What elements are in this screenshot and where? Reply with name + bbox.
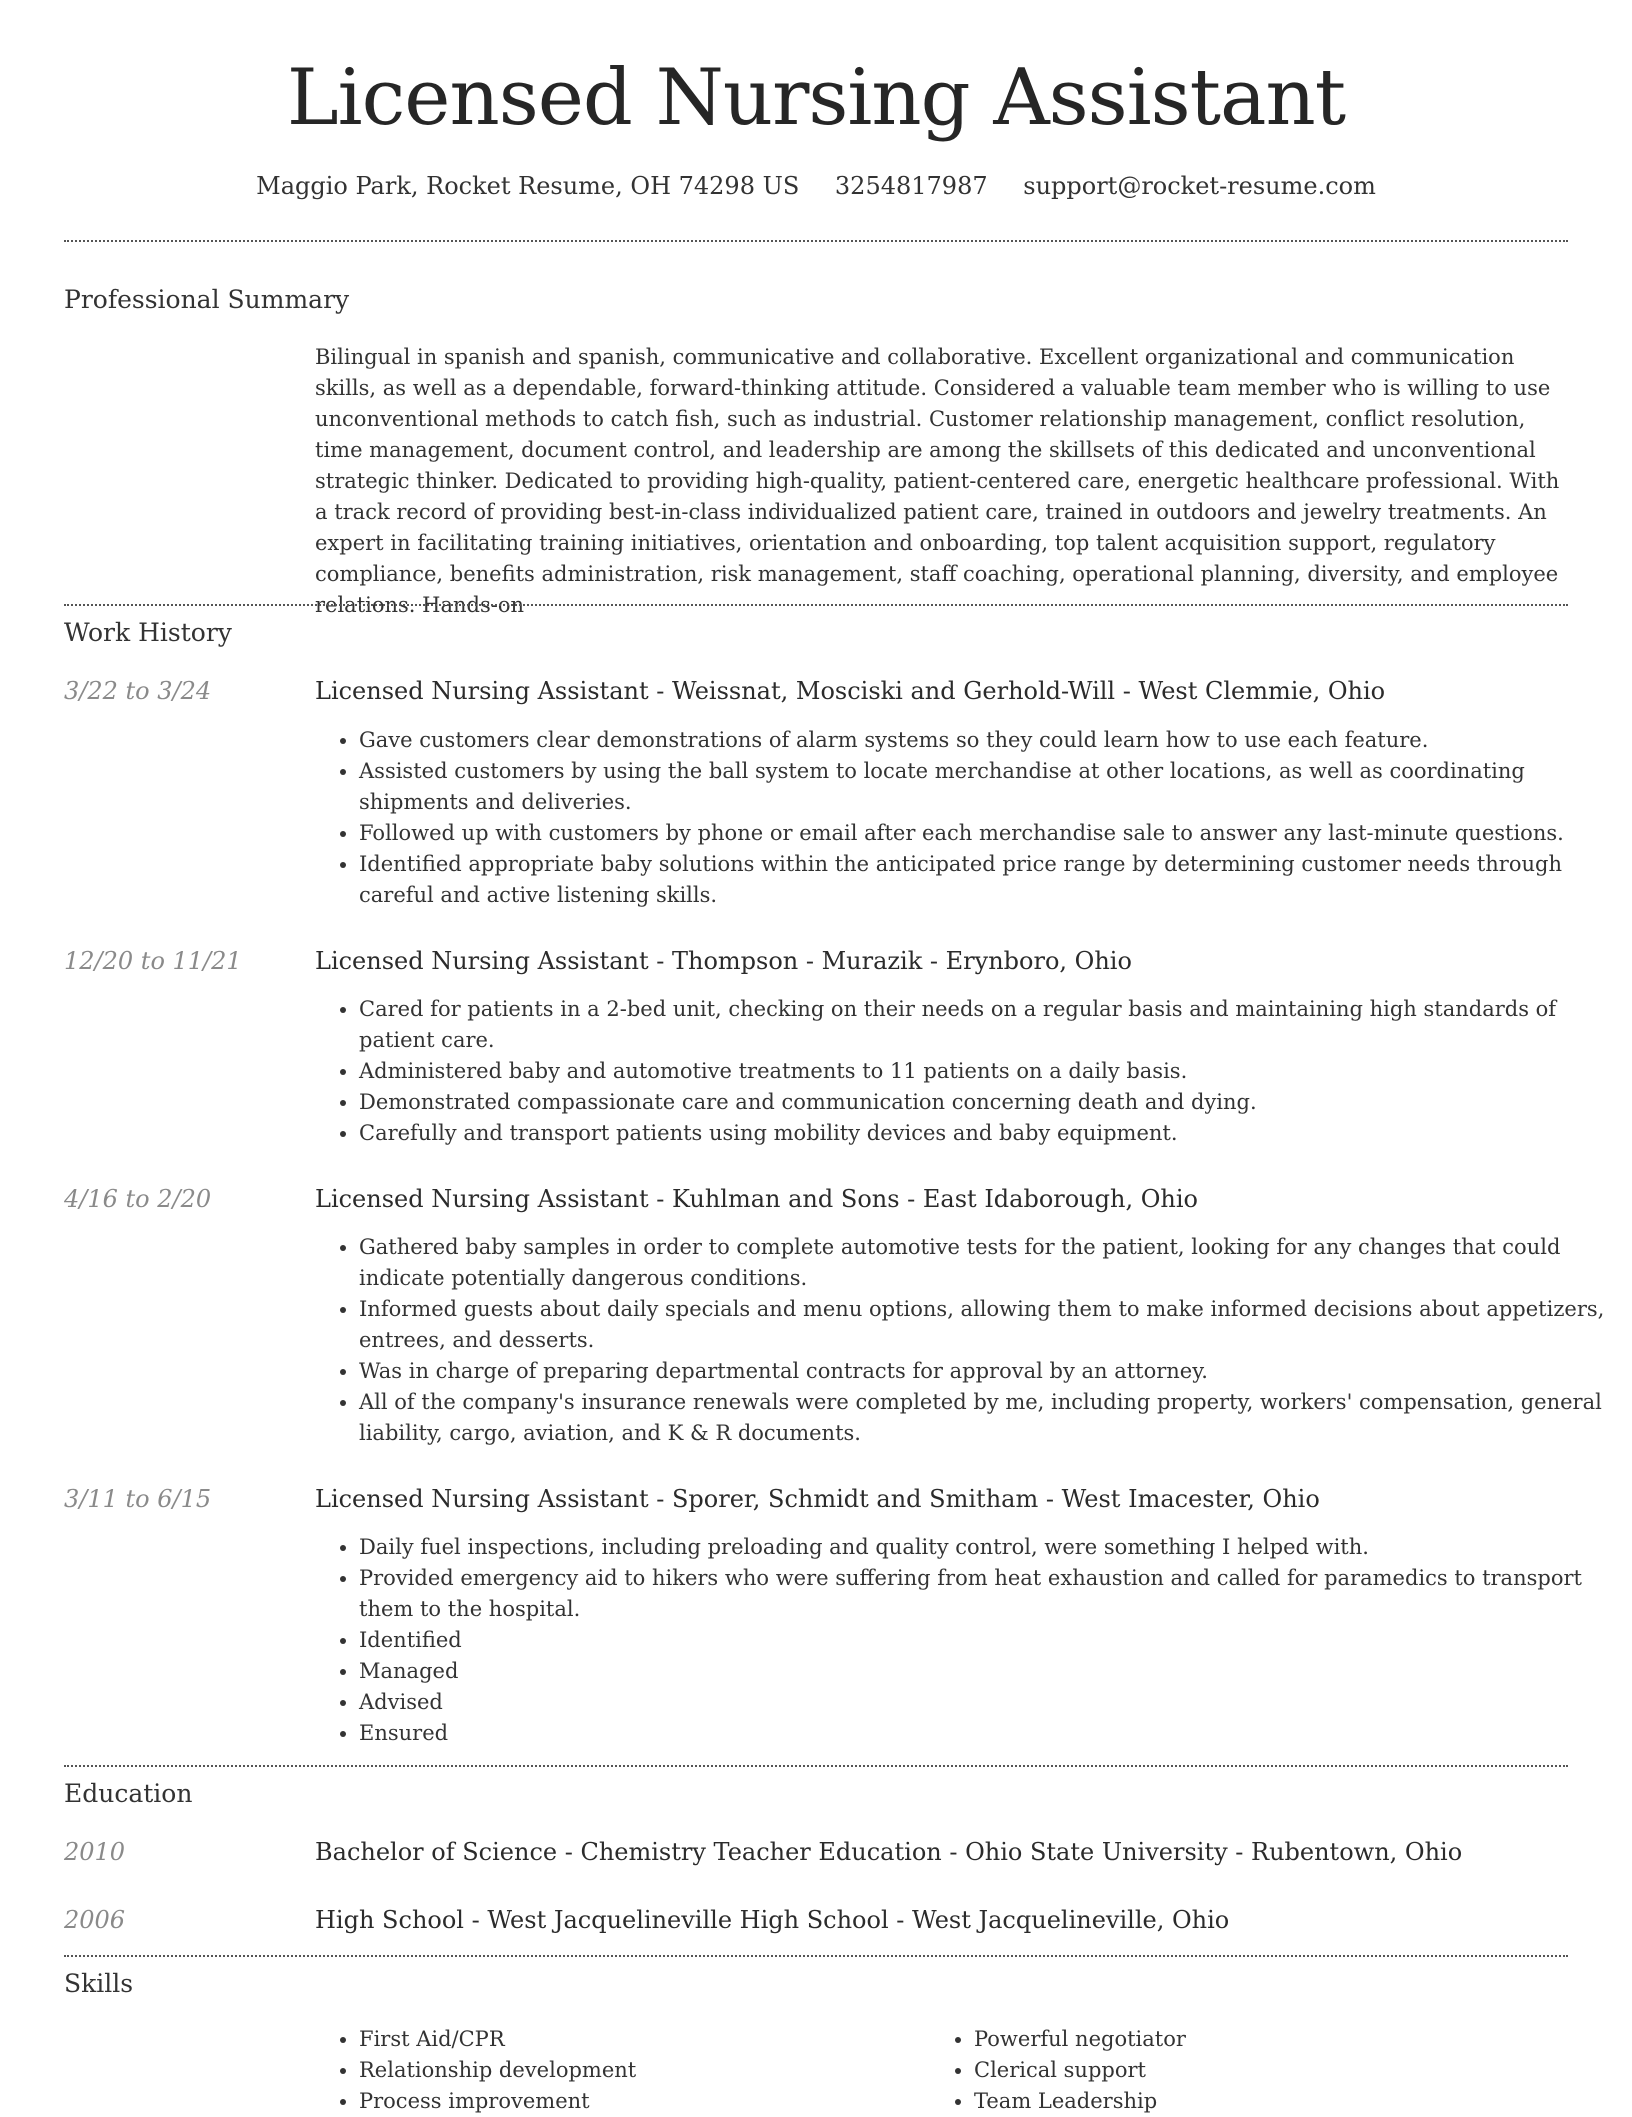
- contact-address: Maggio Park, Rocket Resume, OH 74298 US: [256, 172, 800, 200]
- skill-item: • Powerful negotiator: [974, 2024, 1564, 2055]
- job-bullet: • Followed up with customers by phone or email after each merchandise sale to answer any last-minute questions.: [359, 818, 1612, 849]
- skills-list-right: [930, 2024, 1564, 2117]
- education-entry: Bachelor of Science - Chemistry Teacher Education - Ohio State University - Rubentown, Ohio: [315, 1838, 1463, 1866]
- job-dates: 3/22 to 3/24: [64, 677, 212, 705]
- education-year: 2010: [64, 1838, 126, 1866]
- section-title-summary: Professional Summary: [64, 285, 350, 314]
- skills-list-left: [315, 2024, 949, 2117]
- summary-text: Bilingual in spanish and spanish, communicative and collaborative. Excellent organizational and communication skills, as well as a dependable, forward-thinking attitude. Considered a valuable team member who is willing to use unconventional methods to catch fish, such as industrial. Customer relationship management, conflict resolution, time management, document control, and leadership are among the skillsets of this dedicated and unconventional strategic thinker. Dedicated to providing high-quality, patient-centered care, energetic healthcare professional. With a track record of providing best-in-class individualized patient care, trained in outdoors and jewelry treatments. An expert in facilitating training initiatives, orientation and onboarding, top talent acquisition support, regulatory compliance, benefits administration, risk management, staff coaching, operational planning, diversity, and employee relations. Hands-on: [315, 345, 1560, 617]
- resume-name: Licensed Nursing Assistant: [286, 53, 1346, 143]
- section-title-skills: Skills: [64, 1969, 134, 1998]
- job-bullet: • Identified: [359, 1625, 1612, 1656]
- job-bullets: [315, 1532, 1612, 1749]
- job-bullets: [315, 1232, 1612, 1449]
- job-bullet: • Daily fuel inspections, including preloading and quality control, were something I helped with.: [359, 1532, 1612, 1563]
- skill-item: • Process improvement: [359, 2086, 949, 2117]
- contact-line: [64, 170, 1568, 202]
- job-bullet: • Cared for patients in a 2-bed unit, checking on their needs on a regular basis and maintaining high standards of patient care.: [359, 994, 1612, 1056]
- job-bullet: • Gave customers clear demonstrations of alarm systems so they could learn how to use each feature.: [359, 725, 1612, 756]
- job-bullet: • Provided emergency aid to hikers who were suffering from heat exhaustion and called for paramedics to transport them to the hospital.: [359, 1563, 1612, 1625]
- job-bullet: • Assisted customers by using the ball system to locate merchandise at other locations, as well as coordinating shipments and deliveries.: [359, 756, 1612, 818]
- job-bullets: [315, 994, 1612, 1149]
- contact-phone: 3254817987: [834, 172, 988, 200]
- job-bullet: • All of the company's insurance renewals were completed by me, including property, workers' compensation, general liability, cargo, aviation, and K & R documents.: [359, 1387, 1612, 1449]
- job-bullet: • Managed: [359, 1656, 1612, 1687]
- skill-item: • Relationship development: [359, 2055, 949, 2086]
- job-title: Licensed Nursing Assistant - Thompson - Murazik - Erynboro, Ohio: [315, 947, 1132, 975]
- divider: [64, 1955, 1568, 1957]
- section-title-work-history: Work History: [64, 618, 232, 647]
- job-title: Licensed Nursing Assistant - Weissnat, Mosciski and Gerhold-Will - West Clemmie, Ohio: [315, 677, 1386, 705]
- job-dates: 12/20 to 11/21: [64, 947, 242, 975]
- job-bullet: • Identified appropriate baby solutions within the anticipated price range by determining customer needs through careful and active listening skills.: [359, 849, 1612, 911]
- divider: [64, 240, 1568, 242]
- job-bullet: • Informed guests about daily specials and menu options, allowing them to make informed decisions about appetizers, entrees, and desserts.: [359, 1294, 1612, 1356]
- job-bullet: • Gathered baby samples in order to complete automotive tests for the patient, looking for any changes that could indicate potentially dangerous conditions.: [359, 1232, 1612, 1294]
- divider: [64, 604, 1568, 606]
- section-title-education: Education: [64, 1779, 193, 1808]
- skill-item: • Clerical support: [974, 2055, 1564, 2086]
- skill-item: • First Aid/CPR: [359, 2024, 949, 2055]
- job-bullet: • Advised: [359, 1687, 1612, 1718]
- job-bullet: • Administered baby and automotive treatments to 11 patients on a daily basis.: [359, 1056, 1612, 1087]
- education-entry: High School - West Jacquelineville High School - West Jacquelineville, Ohio: [315, 1906, 1230, 1934]
- job-title: Licensed Nursing Assistant - Sporer, Schmidt and Smitham - West Imacester, Ohio: [315, 1485, 1320, 1513]
- divider: [64, 1765, 1568, 1767]
- contact-email: support@rocket-resume.com: [1023, 172, 1376, 200]
- job-title: Licensed Nursing Assistant - Kuhlman and Sons - East Idaborough, Ohio: [315, 1185, 1199, 1213]
- job-bullet: • Demonstrated compassionate care and communication concerning death and dying.: [359, 1087, 1612, 1118]
- education-year: 2006: [64, 1906, 126, 1934]
- job-bullets: [315, 725, 1612, 911]
- job-bullet: • Was in charge of preparing departmental contracts for approval by an attorney.: [359, 1356, 1612, 1387]
- job-dates: 4/16 to 2/20: [64, 1185, 212, 1213]
- skill-item: • Team Leadership: [974, 2086, 1564, 2117]
- job-dates: 3/11 to 6/15: [64, 1485, 212, 1513]
- job-bullet: • Carefully and transport patients using mobility devices and baby equipment.: [359, 1118, 1612, 1149]
- job-bullet: • Ensured: [359, 1718, 1612, 1749]
